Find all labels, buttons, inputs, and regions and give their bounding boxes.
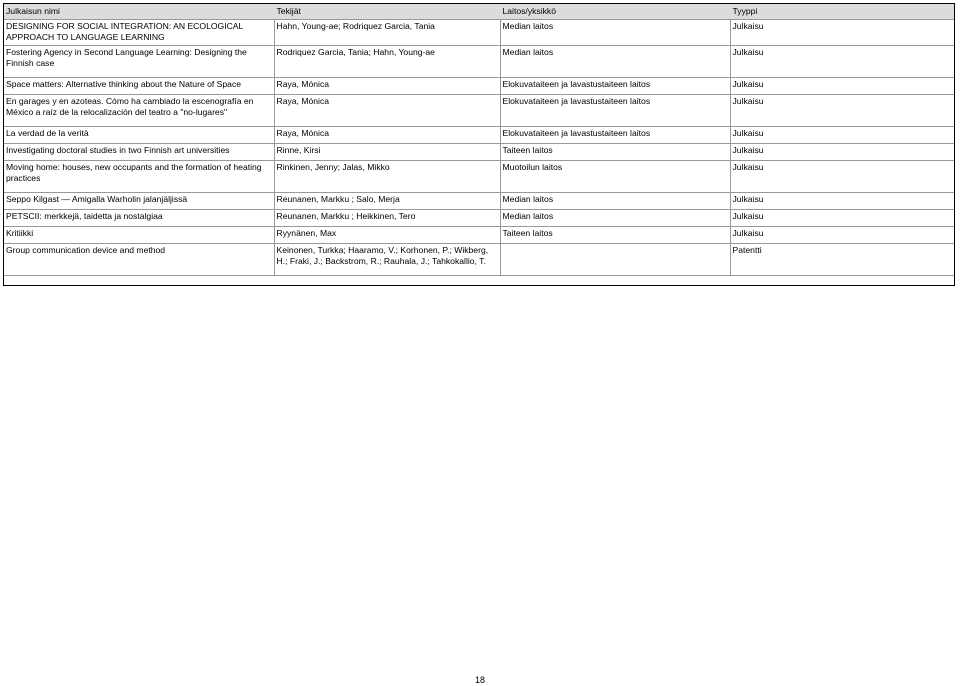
cell-unit	[500, 244, 730, 276]
table-row	[4, 161, 954, 193]
cell-authors: Rinne, Kirsi	[274, 144, 500, 161]
cell-type: Julkaisu	[730, 227, 954, 244]
cell-authors: Raya, Mónica	[274, 78, 500, 95]
cell-authors: Reunanen, Markku ; Salo, Merja	[274, 193, 500, 210]
cell-unit: Elokuvataiteen ja lavastustaiteen laitos	[500, 95, 730, 127]
cell-type: Julkaisu	[730, 95, 954, 127]
cell-title: PETSCII: merkkejä, taidetta ja nostalgiaa	[4, 210, 274, 227]
cell-type: Julkaisu	[730, 20, 954, 46]
cell-type: Julkaisu	[730, 78, 954, 95]
cell-unit: Taiteen laitos	[500, 227, 730, 244]
page-number: 18	[474, 675, 485, 685]
cell-authors: Rodriquez Garcia, Tania; Hahn, Young-ae	[274, 46, 500, 78]
table-row	[4, 227, 954, 244]
header-authors: Tekijät	[274, 4, 500, 20]
table-row	[4, 127, 954, 144]
cell-title: Kritiikki	[4, 227, 274, 244]
cell-type: Julkaisu	[730, 210, 954, 227]
cell-title: DESIGNING FOR SOCIAL INTEGRATION: AN ECOLOGICAL APPROACH TO LANGUAGE LEARNING	[4, 20, 274, 46]
cell-title: Seppo Kilgast — Amigalla Warholin jalanjäljissä	[4, 193, 274, 210]
table-header-row	[4, 4, 954, 20]
cell-unit: Median laitos	[500, 193, 730, 210]
table-row	[4, 46, 954, 78]
cell-title: Space matters: Alternative thinking about the Nature of Space	[4, 78, 274, 95]
cell-title: La verdad de la verità	[4, 127, 274, 144]
cell-authors: Keinonen, Turkka; Haaramo, V.; Korhonen, P.; Wikberg, H.; Fraki, J.; Backstrom, R.; Rauhala, J.; Tahkokallio, T.	[274, 244, 500, 276]
cell-title: Group communication device and method	[4, 244, 274, 276]
table-row	[4, 95, 954, 127]
cell-title: Fostering Agency in Second Language Learning: Designing the Finnish case	[4, 46, 274, 78]
cell-unit: Median laitos	[500, 20, 730, 46]
cell-authors: Raya, Mónica	[274, 95, 500, 127]
cell-type: Julkaisu	[730, 127, 954, 144]
header-type: Tyyppi	[730, 4, 954, 20]
cell-unit: Median laitos	[500, 46, 730, 78]
cell-unit: Elokuvataiteen ja lavastustaiteen laitos	[500, 78, 730, 95]
table-row	[4, 144, 954, 161]
cell-unit: Taiteen laitos	[500, 144, 730, 161]
cell-type: Julkaisu	[730, 161, 954, 193]
cell-authors: Reunanen, Markku ; Heikkinen, Tero	[274, 210, 500, 227]
cell-title: En garages y en azoteas. Cómo ha cambiado la escenografía en México a raíz de la relocalización del teatro a "no-lugares"	[4, 95, 274, 127]
cell-unit: Median laitos	[500, 210, 730, 227]
table-row	[4, 210, 954, 227]
cell-title: Moving home: houses, new occupants and the formation of heating practices	[4, 161, 274, 193]
table-row	[4, 193, 954, 210]
cell-authors: Raya, Mónica	[274, 127, 500, 144]
header-title: Julkaisun nimi	[4, 4, 274, 20]
publications-table	[4, 4, 954, 276]
cell-authors: Rinkinen, Jenny; Jalas, Mikko	[274, 161, 500, 193]
cell-unit: Elokuvataiteen ja lavastustaiteen laitos	[500, 127, 730, 144]
header-unit: Laitos/yksikkö	[500, 4, 730, 20]
cell-type: Julkaisu	[730, 193, 954, 210]
cell-authors: Hahn, Young-ae; Rodriquez Garcia, Tania	[274, 20, 500, 46]
cell-type: Julkaisu	[730, 144, 954, 161]
table-row	[4, 20, 954, 46]
cell-authors: Ryynänen, Max	[274, 227, 500, 244]
table-row	[4, 244, 954, 276]
cell-unit: Muotoilun laitos	[500, 161, 730, 193]
cell-type: Patentti	[730, 244, 954, 276]
table-row	[4, 78, 954, 95]
cell-type: Julkaisu	[730, 46, 954, 78]
cell-title: Investigating doctoral studies in two Finnish art universities	[4, 144, 274, 161]
